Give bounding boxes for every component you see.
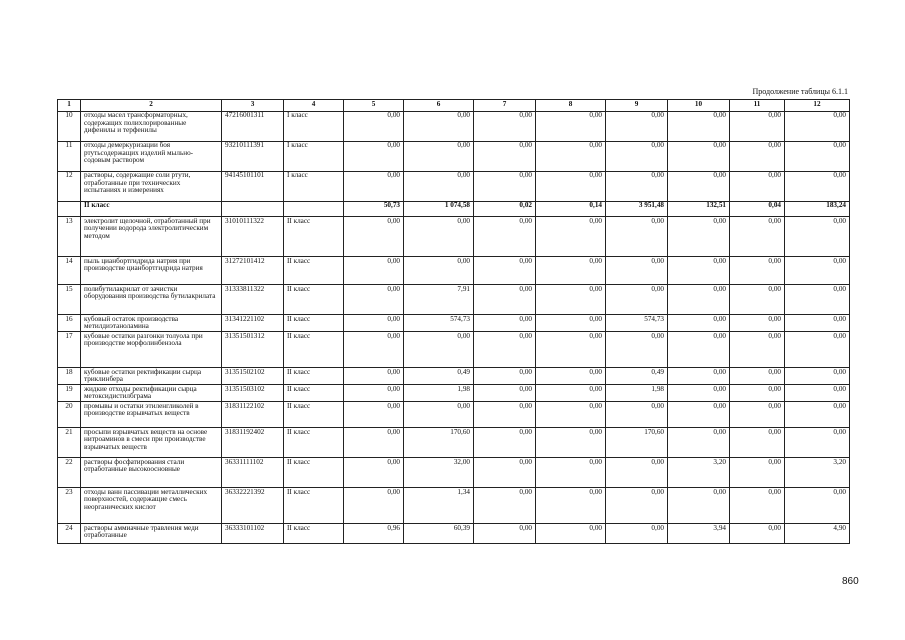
- waste-name: просыпи взрывчатых веществ на основе нитроаминов в смеси при производстве взрывчатых веществ: [81, 428, 222, 458]
- row-index: 14: [58, 257, 81, 285]
- value-cell: 1,98: [404, 385, 474, 402]
- value-cell: 0,00: [730, 402, 785, 428]
- header-row: [58, 100, 850, 112]
- value-cell: 0,00: [785, 402, 850, 428]
- value-cell: 0,00: [344, 285, 404, 315]
- row-index: 12: [58, 171, 81, 201]
- subtotal-class-cell: [284, 201, 344, 217]
- value-cell: 0,00: [606, 171, 668, 201]
- column-header: 4: [284, 100, 344, 112]
- waste-name: электролит щелочной, отработанный при получении водорода электролитическим методом: [81, 217, 222, 257]
- row-index: 24: [58, 524, 81, 544]
- hazard-class: II класс: [284, 285, 344, 315]
- value-cell: 0,00: [668, 141, 730, 171]
- value-cell: 0,00: [344, 257, 404, 285]
- row-index: 18: [58, 368, 81, 385]
- value-cell: 0,49: [404, 368, 474, 385]
- value-cell: 0,00: [344, 402, 404, 428]
- value-cell: 0,00: [730, 315, 785, 332]
- value-cell: 7,91: [404, 285, 474, 315]
- value-cell: 0,00: [474, 332, 536, 368]
- value-cell: 0,00: [730, 385, 785, 402]
- value-cell: 0,00: [785, 111, 850, 141]
- value-cell: 574,73: [606, 315, 668, 332]
- value-cell: 0,00: [730, 488, 785, 524]
- table-row: [58, 217, 850, 257]
- value-cell: 0,00: [344, 428, 404, 458]
- fkko-code: 47216001311: [222, 111, 284, 141]
- value-cell: 0,00: [344, 111, 404, 141]
- value-cell: 0,00: [404, 111, 474, 141]
- subtotal-code-cell: [222, 201, 284, 217]
- waste-name: промывы и остатки этиленгликолей в производстве взрывчатых веществ: [81, 402, 222, 428]
- fkko-code: 31831192402: [222, 428, 284, 458]
- subtotal-value: 3 951,48: [606, 201, 668, 217]
- value-cell: 0,00: [606, 257, 668, 285]
- column-header: 3: [222, 100, 284, 112]
- value-cell: 0,00: [536, 171, 606, 201]
- value-cell: 0,00: [474, 257, 536, 285]
- value-cell: 0,00: [404, 257, 474, 285]
- hazard-class: I класс: [284, 111, 344, 141]
- value-cell: 60,39: [404, 524, 474, 544]
- value-cell: 0,00: [404, 141, 474, 171]
- value-cell: 32,00: [404, 458, 474, 488]
- value-cell: 0,00: [474, 368, 536, 385]
- value-cell: 0,00: [785, 257, 850, 285]
- column-header: 11: [730, 100, 785, 112]
- value-cell: 0,00: [668, 111, 730, 141]
- hazard-class: II класс: [284, 332, 344, 368]
- value-cell: 0,00: [536, 524, 606, 544]
- value-cell: 0,00: [536, 402, 606, 428]
- value-cell: 0,00: [668, 285, 730, 315]
- value-cell: 0,00: [606, 141, 668, 171]
- fkko-code: 31351501312: [222, 332, 284, 368]
- value-cell: 0,00: [785, 385, 850, 402]
- value-cell: 0,00: [536, 257, 606, 285]
- table-row: [58, 368, 850, 385]
- value-cell: 0,00: [474, 171, 536, 201]
- table-row: [58, 141, 850, 171]
- waste-name: кубовые остатки разгонки толуола при производстве морфолинбензола: [81, 332, 222, 368]
- subtotal-index-cell: [58, 201, 81, 217]
- value-cell: 0,00: [474, 141, 536, 171]
- page-number: 860: [842, 576, 859, 587]
- hazard-class: II класс: [284, 428, 344, 458]
- value-cell: 0,00: [730, 217, 785, 257]
- column-header: 2: [81, 100, 222, 112]
- table-row: [58, 257, 850, 285]
- value-cell: 0,00: [536, 141, 606, 171]
- waste-name: пыль цианбортгидрида натрия при производстве цианбортгидрида натрия: [81, 257, 222, 285]
- subtotal-row: [58, 201, 850, 217]
- fkko-code: 93210111391: [222, 141, 284, 171]
- subtotal-value: 50,73: [344, 201, 404, 217]
- value-cell: 0,00: [668, 402, 730, 428]
- value-cell: 0,00: [730, 332, 785, 368]
- value-cell: 0,00: [344, 141, 404, 171]
- value-cell: 0,00: [404, 217, 474, 257]
- value-cell: 0,00: [668, 368, 730, 385]
- column-header: 6: [404, 100, 474, 112]
- value-cell: 0,49: [606, 368, 668, 385]
- hazard-class: II класс: [284, 458, 344, 488]
- value-cell: 0,00: [785, 141, 850, 171]
- waste-name: растворы аммиачные травления меди отработанные: [81, 524, 222, 544]
- value-cell: 0,00: [668, 488, 730, 524]
- row-index: 21: [58, 428, 81, 458]
- fkko-code: 31010111322: [222, 217, 284, 257]
- row-index: 20: [58, 402, 81, 428]
- value-cell: 170,60: [606, 428, 668, 458]
- value-cell: 0,00: [474, 402, 536, 428]
- value-cell: 0,00: [730, 111, 785, 141]
- row-index: 19: [58, 385, 81, 402]
- value-cell: 0,00: [730, 524, 785, 544]
- value-cell: 0,00: [668, 385, 730, 402]
- value-cell: 0,00: [536, 315, 606, 332]
- row-index: 17: [58, 332, 81, 368]
- hazard-class: I класс: [284, 171, 344, 201]
- column-header: 5: [344, 100, 404, 112]
- value-cell: 0,00: [404, 332, 474, 368]
- fkko-code: 36332221392: [222, 488, 284, 524]
- table-body: [58, 111, 850, 544]
- row-index: 15: [58, 285, 81, 315]
- value-cell: 0,00: [474, 488, 536, 524]
- value-cell: 0,00: [730, 285, 785, 315]
- value-cell: 0,00: [344, 332, 404, 368]
- subtotal-value: 1 074,58: [404, 201, 474, 217]
- waste-name: отходы масел трансформаторных, содержащих полихлорированные дифенилы и терфенилы: [81, 111, 222, 141]
- value-cell: 0,00: [606, 524, 668, 544]
- table-row: [58, 285, 850, 315]
- value-cell: 0,00: [606, 217, 668, 257]
- subtotal-value: 132,51: [668, 201, 730, 217]
- table-caption: Продолжение таблицы 6.1.1: [752, 87, 848, 96]
- value-cell: 0,00: [344, 171, 404, 201]
- waste-name: растворы фосфатирования стали отработанные высокоосновные: [81, 458, 222, 488]
- fkko-code: 31341221102: [222, 315, 284, 332]
- value-cell: 0,00: [536, 488, 606, 524]
- value-cell: 0,00: [344, 458, 404, 488]
- table-row: [58, 428, 850, 458]
- value-cell: 0,00: [474, 315, 536, 332]
- value-cell: 3,20: [668, 458, 730, 488]
- row-index: 23: [58, 488, 81, 524]
- table-row: [58, 315, 850, 332]
- column-header: 7: [474, 100, 536, 112]
- value-cell: 0,00: [785, 428, 850, 458]
- value-cell: 0,00: [785, 332, 850, 368]
- value-cell: 0,00: [344, 368, 404, 385]
- column-header: 10: [668, 100, 730, 112]
- value-cell: 3,94: [668, 524, 730, 544]
- value-cell: 0,00: [730, 141, 785, 171]
- value-cell: 0,00: [668, 257, 730, 285]
- value-cell: 0,00: [536, 111, 606, 141]
- row-index: 11: [58, 141, 81, 171]
- value-cell: 0,00: [474, 285, 536, 315]
- value-cell: 0,00: [344, 217, 404, 257]
- hazard-class: II класс: [284, 524, 344, 544]
- waste-name: кубовый остаток производства метилдиэтаноламина: [81, 315, 222, 332]
- value-cell: 574,73: [404, 315, 474, 332]
- value-cell: 0,00: [474, 524, 536, 544]
- row-index: 10: [58, 111, 81, 141]
- value-cell: 0,00: [536, 428, 606, 458]
- waste-table: [57, 99, 850, 544]
- value-cell: 0,00: [785, 285, 850, 315]
- value-cell: 1,98: [606, 385, 668, 402]
- value-cell: 0,00: [536, 385, 606, 402]
- value-cell: 0,96: [344, 524, 404, 544]
- table-row: [58, 332, 850, 368]
- value-cell: 0,00: [606, 111, 668, 141]
- hazard-class: II класс: [284, 217, 344, 257]
- value-cell: 0,00: [536, 332, 606, 368]
- row-index: 16: [58, 315, 81, 332]
- waste-name: кубовые остатки ректификации сырца триклинбера: [81, 368, 222, 385]
- value-cell: 0,00: [730, 257, 785, 285]
- subtotal-value: 183,24: [785, 201, 850, 217]
- subtotal-label: II класс: [81, 201, 222, 217]
- value-cell: 0,00: [344, 315, 404, 332]
- value-cell: 0,00: [606, 332, 668, 368]
- value-cell: 0,00: [404, 171, 474, 201]
- table-row: [58, 385, 850, 402]
- hazard-class: II класс: [284, 402, 344, 428]
- value-cell: 0,00: [730, 458, 785, 488]
- table-row: [58, 402, 850, 428]
- waste-name: отходы демеркуризации боя ртутьсодержащих изделий мыльно-содовым раствором: [81, 141, 222, 171]
- fkko-code: 31333811322: [222, 285, 284, 315]
- waste-name: растворы, содержащие соли ртути, отработанные при технических испытаниях и измерениях: [81, 171, 222, 201]
- value-cell: 0,00: [536, 285, 606, 315]
- value-cell: 1,34: [404, 488, 474, 524]
- subtotal-value: 0,14: [536, 201, 606, 217]
- value-cell: 0,00: [536, 368, 606, 385]
- hazard-class: I класс: [284, 141, 344, 171]
- value-cell: 3,20: [785, 458, 850, 488]
- value-cell: 0,00: [344, 385, 404, 402]
- value-cell: 0,00: [730, 428, 785, 458]
- value-cell: 0,00: [730, 368, 785, 385]
- value-cell: 0,00: [606, 402, 668, 428]
- value-cell: 0,00: [474, 111, 536, 141]
- value-cell: 4,90: [785, 524, 850, 544]
- value-cell: 0,00: [668, 315, 730, 332]
- value-cell: 0,00: [668, 428, 730, 458]
- value-cell: 0,00: [536, 217, 606, 257]
- value-cell: 0,00: [474, 385, 536, 402]
- value-cell: 0,00: [344, 488, 404, 524]
- value-cell: 0,00: [668, 332, 730, 368]
- value-cell: 170,60: [404, 428, 474, 458]
- fkko-code: 36331111102: [222, 458, 284, 488]
- fkko-code: 31351503102: [222, 385, 284, 402]
- table-row: [58, 111, 850, 141]
- value-cell: 0,00: [785, 315, 850, 332]
- table-row: [58, 458, 850, 488]
- value-cell: 0,00: [474, 458, 536, 488]
- hazard-class: II класс: [284, 385, 344, 402]
- value-cell: 0,00: [474, 428, 536, 458]
- waste-name: жидкие отходы ректификации сырца метоксидистилбграма: [81, 385, 222, 402]
- value-cell: 0,00: [785, 488, 850, 524]
- column-header: 8: [536, 100, 606, 112]
- table-row: [58, 524, 850, 544]
- value-cell: 0,00: [536, 458, 606, 488]
- value-cell: 0,00: [785, 368, 850, 385]
- hazard-class: II класс: [284, 368, 344, 385]
- value-cell: 0,00: [474, 217, 536, 257]
- subtotal-value: 0,02: [474, 201, 536, 217]
- row-index: 13: [58, 217, 81, 257]
- column-header: 1: [58, 100, 81, 112]
- row-index: 22: [58, 458, 81, 488]
- fkko-code: 94145101101: [222, 171, 284, 201]
- fkko-code: 31351502102: [222, 368, 284, 385]
- value-cell: 0,00: [606, 488, 668, 524]
- value-cell: 0,00: [730, 171, 785, 201]
- value-cell: 0,00: [785, 171, 850, 201]
- hazard-class: II класс: [284, 315, 344, 332]
- value-cell: 0,00: [785, 217, 850, 257]
- waste-name: отходы ванн пассивации металлических поверхностей, содержащие смесь неорганических кислот: [81, 488, 222, 524]
- value-cell: 0,00: [668, 217, 730, 257]
- waste-name: полибутилакрилат от зачистки оборудования производства бутилакрилата: [81, 285, 222, 315]
- value-cell: 0,00: [606, 458, 668, 488]
- table-row: [58, 488, 850, 524]
- value-cell: 0,00: [606, 285, 668, 315]
- hazard-class: II класс: [284, 488, 344, 524]
- table-row: [58, 171, 850, 201]
- subtotal-value: 0,04: [730, 201, 785, 217]
- fkko-code: 31831122102: [222, 402, 284, 428]
- hazard-class: II класс: [284, 257, 344, 285]
- fkko-code: 31272101412: [222, 257, 284, 285]
- column-header: 12: [785, 100, 850, 112]
- value-cell: 0,00: [404, 402, 474, 428]
- fkko-code: 36333101102: [222, 524, 284, 544]
- value-cell: 0,00: [668, 171, 730, 201]
- column-header: 9: [606, 100, 668, 112]
